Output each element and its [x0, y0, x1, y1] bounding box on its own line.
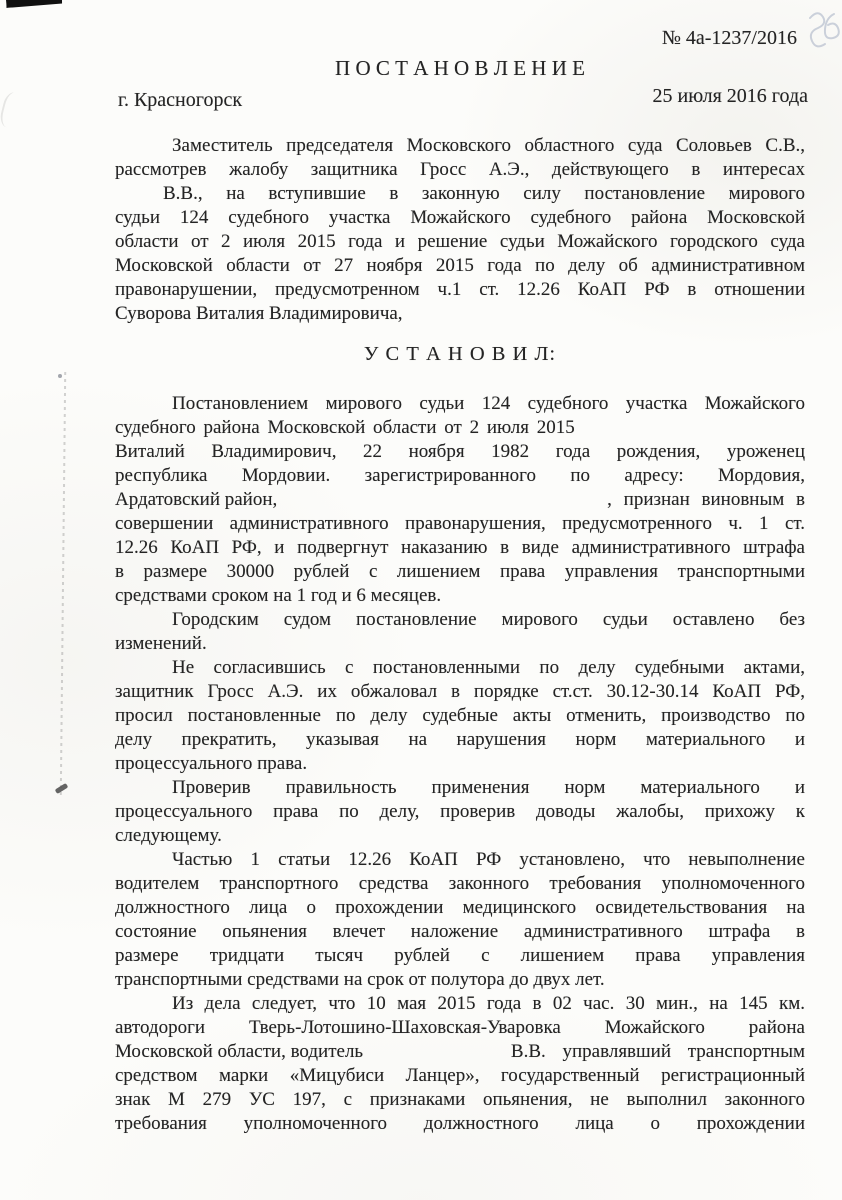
- body-line: процессуального права по делу, проверив доводы жалобы, прихожу к: [115, 801, 805, 822]
- line-segment: В.В. управлявший транспортным: [510, 1041, 805, 1062]
- body-line: процессуального права.: [115, 753, 308, 774]
- body-line: Постановлением мирового судьи 124 судебного участка Можайского: [172, 393, 805, 414]
- line-segment: Ардатовский район,: [115, 489, 278, 510]
- body-line: Виталий Владимирович, 22 ноября 1982 года рождения, уроженец: [115, 441, 805, 462]
- document-title: П О С Т А Н О В Л Е Н И Е: [335, 56, 585, 80]
- city-label: г. Красногорск: [118, 89, 243, 111]
- body-line-redacted-middle: [115, 488, 805, 512]
- body-line: средством марки «Мицубиси Ланцер», государственный регистрационный: [115, 1065, 805, 1086]
- handwritten-mark: [800, 4, 842, 60]
- section-heading: У С Т А Н О В И Л:: [363, 343, 557, 365]
- body-line: Заместитель председателя Московского областного суда Соловьев С.В.,: [172, 135, 805, 156]
- scan-corner-mark: [6, 0, 62, 8]
- body-line: должностного лица о прохождении медицинского освидетельствования на: [115, 897, 805, 918]
- body-line: требования уполномоченного должностного лица о прохождении: [115, 1113, 805, 1134]
- scan-smudge: [0, 90, 24, 129]
- body-line: Частью 1 статьи 12.26 КоАП РФ установлено, что невыполнение: [172, 849, 805, 870]
- body-line-redacted-end: судебного района Московской области от 2 июля 2015: [115, 417, 575, 438]
- body-line: автодороги Тверь-Лотошино-Шаховская-Уваровка Можайского района: [115, 1017, 805, 1038]
- body-line: средствами сроком на 1 год и 6 месяцев.: [115, 585, 442, 606]
- body-line: правонарушении, предусмотренном ч.1 ст. 12.26 КоАП РФ в отношении: [115, 279, 805, 300]
- body-line: следующему.: [115, 825, 222, 846]
- body-line: знак М 279 УС 197, с признаками опьянения, не выполнил законного: [115, 1089, 805, 1110]
- body-line: состояние опьянения влечет наложение административного штрафа в: [115, 921, 805, 942]
- body-line: Суворова Виталия Владимировича,: [115, 303, 403, 324]
- body-line: 12.26 КоАП РФ, и подвергнут наказанию в виде административного штрафа: [115, 537, 805, 558]
- paper-fold-line: [60, 372, 66, 796]
- line-segment: Московской области, водитель: [115, 1041, 364, 1062]
- line-segment: , признан виновным в: [607, 489, 805, 510]
- body-line: размере тридцати тысяч рублей с лишением права управления: [115, 945, 805, 966]
- date-label: 25 июля 2016 года: [652, 85, 808, 107]
- body-line: Не согласившись с постановленными по делу судебными актами,: [172, 657, 805, 678]
- fold-start-mark: [58, 374, 62, 378]
- body-line: защитник Гросс А.Э. их обжаловал в порядке ст.ст. 30.12-30.14 КоАП РФ,: [115, 681, 805, 702]
- body-line: Проверив правильность применения норм материального и: [172, 777, 805, 798]
- body-line: делу прекратить, указывая на нарушения норм материального и: [115, 729, 805, 750]
- document-body: [115, 134, 805, 1136]
- body-line: изменений.: [115, 633, 207, 654]
- body-line: транспортными средствами на срок от полутора до двух лет.: [115, 969, 605, 990]
- body-line: судьи 124 судебного участка Можайского судебного района Московской: [115, 207, 805, 228]
- body-line-redacted-middle: [115, 1040, 805, 1064]
- body-line: совершении административного правонарушения, предусмотренного ч. 1 ст.: [115, 513, 805, 534]
- body-line: Из дела следует, что 10 мая 2015 года в 02 час. 30 мин., на 145 км.: [172, 993, 805, 1014]
- body-line: Московской области от 27 ноября 2015 года по делу об административном: [115, 255, 805, 276]
- body-line-redacted-start: В.В., на вступившие в законную силу постановление мирового: [163, 183, 805, 204]
- body-line: Городским судом постановление мирового судьи оставлено без: [172, 609, 805, 630]
- body-line: в размере 30000 рублей с лишением права управления транспортными: [115, 561, 805, 582]
- body-line: водителем транспортного средства законного требования уполномоченного: [115, 873, 805, 894]
- body-line: республика Мордовии. зарегистрированного по адресу: Мордовия,: [115, 465, 805, 486]
- body-line: просил постановленные по делу судебные акты отменить, производство по: [115, 705, 805, 726]
- case-number: № 4а-1237/2016: [661, 27, 797, 49]
- body-line: рассмотрев жалобу защитника Гросс А.Э., действующего в интересах: [115, 159, 805, 180]
- body-line: области от 2 июля 2015 года и решение судьи Можайского городского суда: [115, 231, 805, 252]
